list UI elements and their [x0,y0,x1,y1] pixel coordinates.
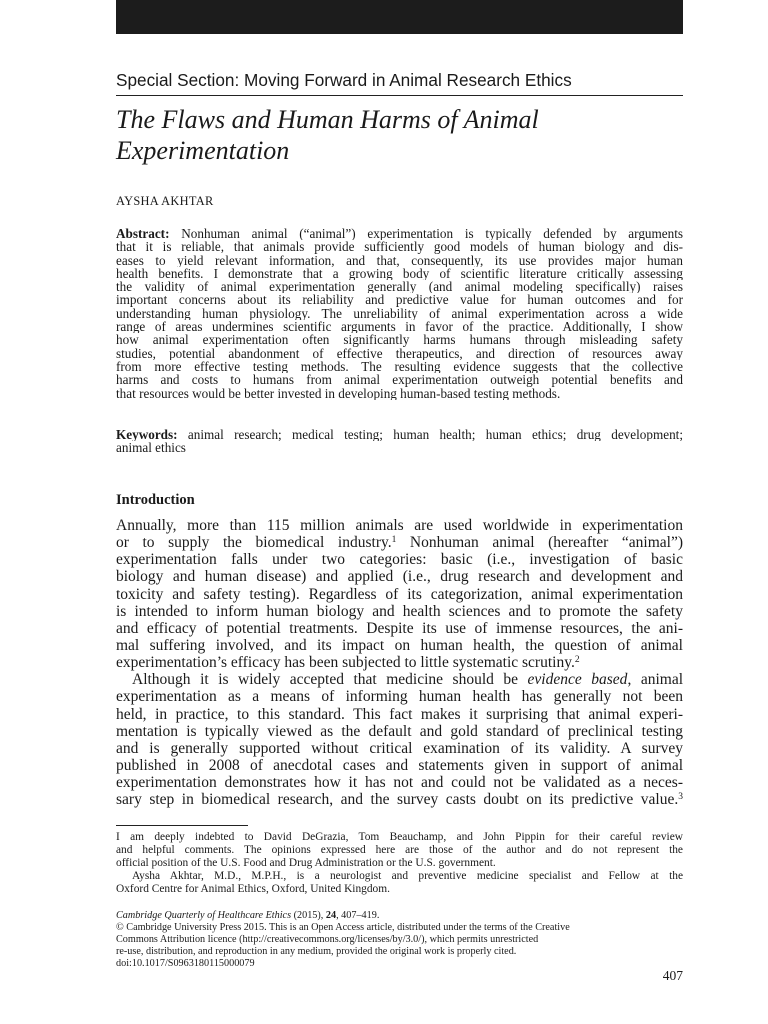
header-rule [116,95,683,96]
body-line: biology and human disease) and applied (i.e., drug research and development and [116,568,683,586]
body-line: sary step in biomedical research, and the survey casts doubt on its predictive value.$^3$ [116,791,683,809]
keywords-line: Keywords: animal research; medical testing; human health; human ethics; drug development; [116,428,683,442]
abstract-line: that resources would be better invested in developing human-based testing methods. [116,386,561,400]
abstract-line: the validity of animal experimentation generally (and animal modeling specifically) raises [116,280,683,294]
abstract-line: important concerns about its reliability and predictive value for human outcomes and for [116,293,683,307]
publication-info [116,910,683,970]
footnote-ref: 3 [678,792,683,803]
abstract-line: eases to yield relevant information, and that, consequently, its use provides major human [116,253,683,267]
body-line: or to supply the biomedical industry.$^1$ Nonhuman animal (hereafter “animal”) [116,534,683,552]
footnote-rule [116,825,248,826]
body-line: is intended to inform human biology and health sciences and to promote the safety [116,602,683,620]
body-line: experimentation demonstrates how it has not and could not be validated as a neces- [116,774,683,792]
footnote-line: I am deeply indebted to David DeGrazia, Tom Beauchamp, and John Pippin for their careful review [116,831,683,843]
footnote-line: Oxford Centre for Animal Ethics, Oxford, United Kingdom. [116,883,390,895]
body-line: and efficacy of potential treatments. Despite its use of immense resources, the ani- [116,619,683,637]
body-line: experimentation falls under two categories: basic (i.e., investigation of basic [116,551,683,569]
page-number: 407 [662,968,683,983]
introduction-body [116,517,683,808]
abstract-line: studies, potential abandonment of effective therapeutics, and direction of resources away [116,346,683,360]
article-title [116,104,683,166]
abstract-line: from more effective testing methods. The resulting evidence suggests that the collective [116,359,683,374]
body-line: Although it is widely accepted that medicine should be evidence based, animal [132,671,683,689]
author-name: AYSHA AKHTAR [116,194,214,208]
footnote-line: Aysha Akhtar, M.D., M.P.H., is a neurologist and preventive medicine specialist and Fellow at the [132,870,683,882]
abstract [116,227,683,400]
abstract-line: understanding human physiology. The unreliability of animal experimentation across a wide [116,306,683,321]
title-line: The Flaws and Human Harms of Animal [116,105,539,134]
footnote-line: official position of the U.S. Food and Drug Administration or the U.S. government. [116,857,496,869]
header-bar [116,0,683,34]
doi: doi:10.1017/S0963180115000079 [116,958,255,970]
body-line: experimentation’s efficacy has been subjected to little systematic scrutiny.$^2$ [116,654,580,672]
keywords [116,428,683,455]
footnote-line: and helpful comments. The opinions expressed here are those of the author and do not represent the [116,844,683,856]
body-line: Annually, more than 115 million animals are used worldwide in experimentation [116,517,683,534]
license-line: Commons Attribution licence (http://creativecommons.org/licenses/by/3.0/), which permits unrestricted [116,934,539,946]
keywords-label: Keywords: [116,428,178,442]
footnote-ref: 2 [574,655,580,666]
footnote-ref: 1 [391,535,397,546]
body-line: mal suffering involved, and its impact on human health, the question of animal [116,636,683,654]
abstract-line: harms and costs to humans from animal experimentation outweigh potential benefits and [116,373,683,387]
citation-line: Cambridge Quarterly of Healthcare Ethics (2015), 24, 407–419. [116,910,380,921]
abstract-line: how animal experimentation often significantly harms humans through misleading safety [116,333,683,347]
footnotes [116,831,683,896]
abstract-line: range of areas undermines scientific arguments in favor of the practice. Additionally, I show [116,320,683,334]
abstract-line: that it is reliable, that animals provide sufficiently good models of human biology and dis- [116,240,683,254]
title-line: Experimentation [116,136,290,165]
body-line: and is generally supported without critical examination of its validity. A survey [116,739,683,757]
body-line: held, in practice, to this standard. This fact makes it surprising that animal experi- [116,705,683,723]
abstract-line: Abstract: Nonhuman animal (“animal”) experimentation is typically defended by arguments [116,227,683,241]
body-line: published in 2008 of anecdotal cases and statements given in support of animal [116,756,683,774]
section-heading: Special Section: Moving Forward in Animal Research Ethics [116,70,572,90]
section-title-introduction: Introduction [116,492,195,508]
keywords-line: animal ethics [116,441,186,455]
body-line: mentation is typically viewed as the default and gold standard of preclinical testing [116,722,683,740]
abstract-line: health benefits. I demonstrate that a growing body of scientific literature critically assessing [116,266,683,281]
body-line: experimentation as a means of informing human health has generally not been [116,688,683,706]
license-line: re-use, distribution, and reproduction in any medium, provided the original work is properly cited. [116,946,517,958]
license-line: © Cambridge University Press 2015. This is an Open Access article, distributed under the terms of the Creative [116,922,570,934]
abstract-label: Abstract: [116,227,170,241]
body-line: toxicity and safety testing). Regardless of its categorization, animal experimentation [116,585,683,603]
